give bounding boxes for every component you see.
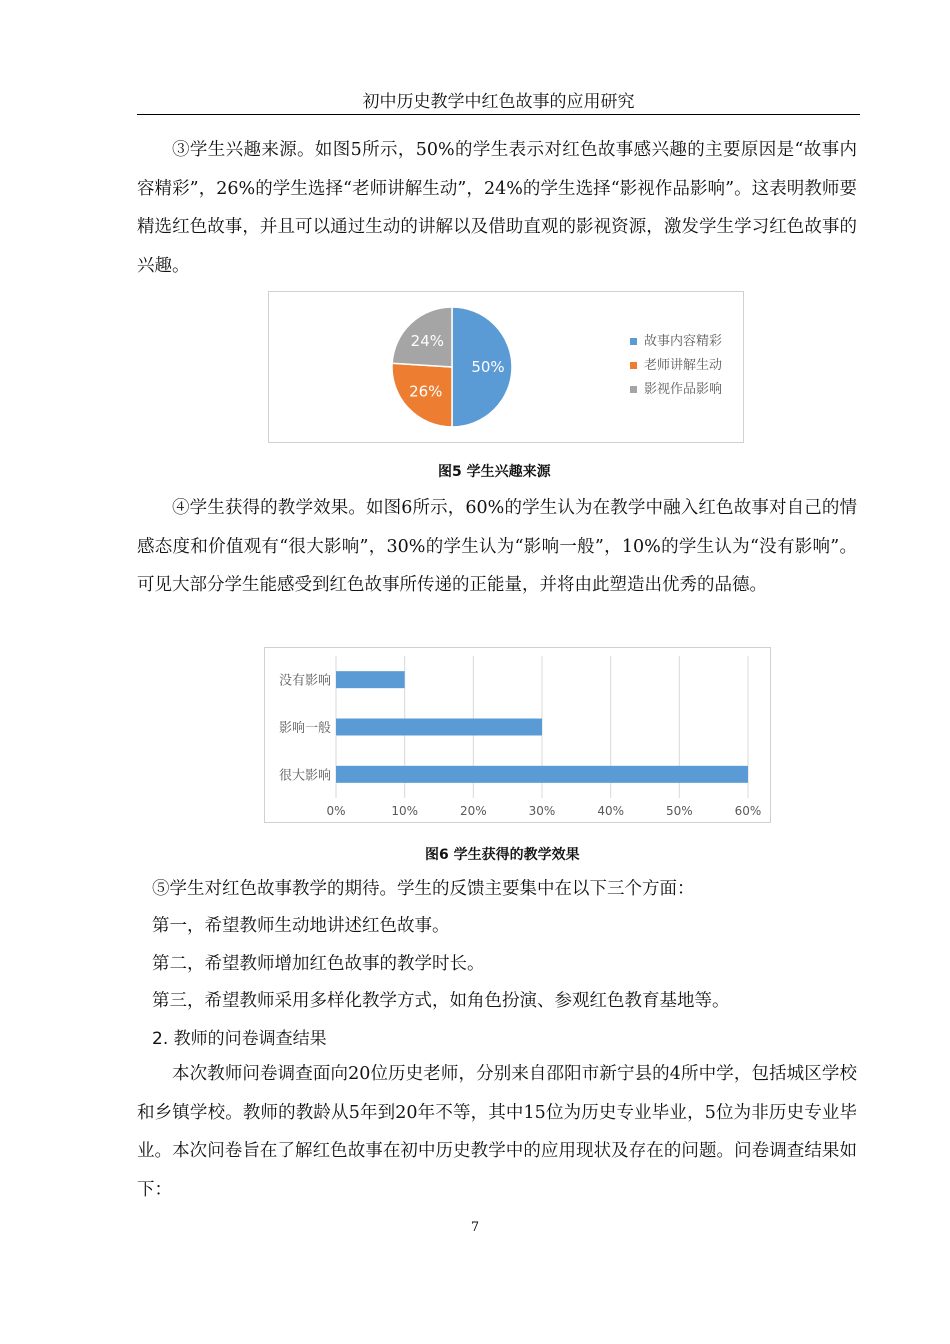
- y-category-label-1: 很大影响: [278, 768, 331, 784]
- bar-chart-svg: [265, 648, 770, 822]
- x-tick-label-4: 30%: [528, 804, 556, 818]
- figure-5-pie-chart: [268, 291, 744, 443]
- figure-6-caption: 图6 学生获得的教学效果: [425, 847, 580, 863]
- pie-chart-svg: [269, 292, 743, 442]
- page-number: 7: [470, 1220, 480, 1235]
- pie-data-label-3: 24%: [410, 331, 445, 350]
- legend-swatch-1: [630, 338, 637, 345]
- x-tick-label-7: 60%: [734, 804, 762, 818]
- paragraph-expectations: ⑤学生对红色故事教学的期待。学生的反馈主要集中在以下三个方面：: [152, 879, 695, 899]
- legend-label-3: 影视作品影响: [644, 382, 723, 397]
- x-tick-label-3: 20%: [459, 804, 487, 818]
- paragraph-teacher-survey: 本次教师问卷调查面向20位历史老师，分别来自邵阳市新宁县的4所中学，包括城区学校和乡镇学校。教师的教龄从5年到20年不等，其中15位为历史专业毕业，5位为非历史专业毕业。本次问卷旨在了解红色故事在初中历史教学中的应用现状及存在的问题。问卷调查结果如下：: [137, 1064, 857, 1200]
- running-header: 初中历史教学中红色故事的应用研究: [362, 92, 635, 112]
- bar-3: [336, 671, 405, 688]
- header-rule: [137, 114, 860, 115]
- figure-6-bar-chart: [264, 647, 771, 823]
- list-item-first: 第一，希望教师生动地讲述红色故事。: [152, 916, 450, 936]
- pie-data-label-2: 26%: [409, 382, 443, 401]
- paragraph-interest-source: ③学生兴趣来源。如图5所示，50%的学生表示对红色故事感兴趣的主要原因是“故事内容精彩”，26%的学生选择“老师讲解生动”，24%的学生选择“影视作品影响”。这表明教师要精选红色故事，并且可以通过生动的讲解以及借助直观的影视资源，激发学生学习红色故事的兴趣。: [137, 140, 857, 276]
- legend-label-2: 老师讲解生动: [644, 358, 723, 373]
- figure-5-caption: 图5 学生兴趣来源: [438, 464, 551, 480]
- x-tick-label-1: 0%: [326, 804, 346, 818]
- y-category-label-2: 影响一般: [278, 721, 331, 736]
- list-item-second: 第二，希望教师增加红色故事的教学时长。: [152, 954, 485, 974]
- x-tick-label-6: 50%: [665, 804, 693, 818]
- x-tick-label-5: 40%: [597, 804, 625, 818]
- paragraph-teaching-effect: ④学生获得的教学效果。如图6所示，60%的学生认为在教学中融入红色故事对自己的情感态度和价值观有“很大影响”，30%的学生认为“影响一般”，10%的学生认为“没有影响”。可见大部分学生能感受到红色故事所传递的正能量，并将由此塑造出优秀的品德。: [137, 498, 857, 596]
- bar-2: [336, 719, 542, 736]
- legend-label-1: 故事内容精彩: [644, 334, 723, 349]
- legend-swatch-2: [630, 362, 637, 369]
- pie-data-label-1: 50%: [471, 358, 505, 376]
- x-tick-label-2: 10%: [391, 804, 419, 818]
- y-category-label-3: 没有影响: [278, 673, 331, 689]
- legend-swatch-3: [630, 386, 637, 393]
- list-item-third: 第三，希望教师采用多样化教学方式，如角色扮演、参观红色教育基地等。: [152, 991, 730, 1011]
- bar-1: [336, 766, 748, 783]
- section-heading-teacher-survey: 2. 教师的问卷调查结果: [152, 1029, 327, 1049]
